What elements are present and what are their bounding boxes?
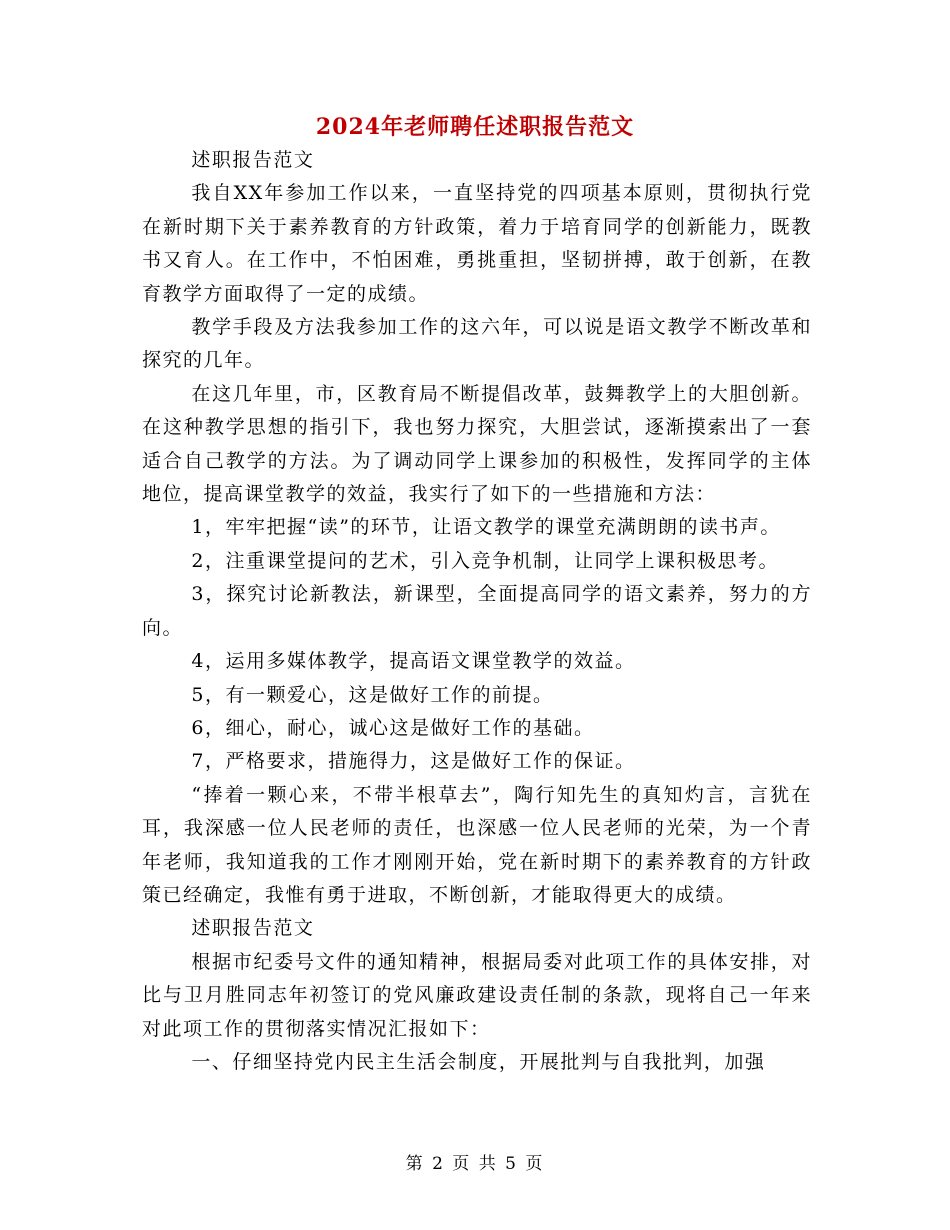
paragraph-intro: 我自XX年参加工作以来，一直坚持党的四项基本原则，贯彻执行党在新时期下关于素养教育的方针政策，着力于培育同学的创新能力，既教书又育人。在工作中，不怕困难，勇挑重担，坚韧拼搏，敢于创新，在教育教学方面取得了一定的成绩。 [142,182,812,305]
list-item-7: 7，严格要求，措施得力，这是做好工作的保证。 [191,750,636,773]
list-item-3: 3，探究讨论新教法，新课型，全面提高同学的语文素养，努力的方向。 [142,583,812,639]
document-title: 2024年老师聘任述职报告范文 [315,114,635,140]
list-item-5: 5，有一颗爱心，这是做好工作的前提。 [191,683,554,706]
paragraph-point-one: 一、仔细坚持党内民主生活会制度，开展批判与自我批判，加强 [191,1050,766,1073]
paragraph-section-heading-2: 述职报告范文 [191,917,315,940]
paragraph-quote: “捧着一颗心来，不带半根草去”，陶行知先生的真知灼言，言犹在耳，我深感一位人民老师的责任，也深感一位人民老师的光荣，为一个青年老师，我知道我的工作才刚刚开始，党在新时期下的素养教育的方针政策已经确定，我惟有勇于进取，不断创新，才能取得更大的成绩。 [142,783,812,906]
list-item-4: 4，运用多媒体教学，提高语文课堂教学的效益。 [191,650,636,673]
list-item-2: 2，注重课堂提问的艺术，引入竞争机制，让同学上课积极思考。 [191,549,779,572]
paragraph-reform: 在这几年里，市，区教育局不断提倡改革，鼓舞教学上的大胆创新。在这种教学思想的指引下，我也努力探究，大胆尝试，逐渐摸索出了一套适合自己教学的方法。为了调动同学上课参加的积极性，发挥同学的主体地位，提高课堂教学的效益，我实行了如下的一些措施和方法： [142,382,812,506]
page-footer: 第 2 页 共 5 页 [405,1154,545,1174]
paragraph-section-heading-1: 述职报告范文 [191,149,315,171]
paragraph-report-basis: 根据市纪委号文件的通知精神，根据局委对此项工作的具体安排，对比与卫月胜同志年初签订的党风廉政建设责任制的条款，现将自己一年来对此项工作的贯彻落实情况汇报如下： [142,950,812,1040]
list-item-1: 1，牢牢把握“读”的环节，让语文教学的课堂充满朗朗的读书声。 [191,516,781,539]
paragraph-teaching-methods: 教学手段及方法我参加工作的这六年，可以说是语文教学不断改革和探究的几年。 [142,316,812,372]
document-body [142,144,812,1079]
list-item-6: 6，细心，耐心，诚心这是做好工作的基础。 [191,716,595,739]
